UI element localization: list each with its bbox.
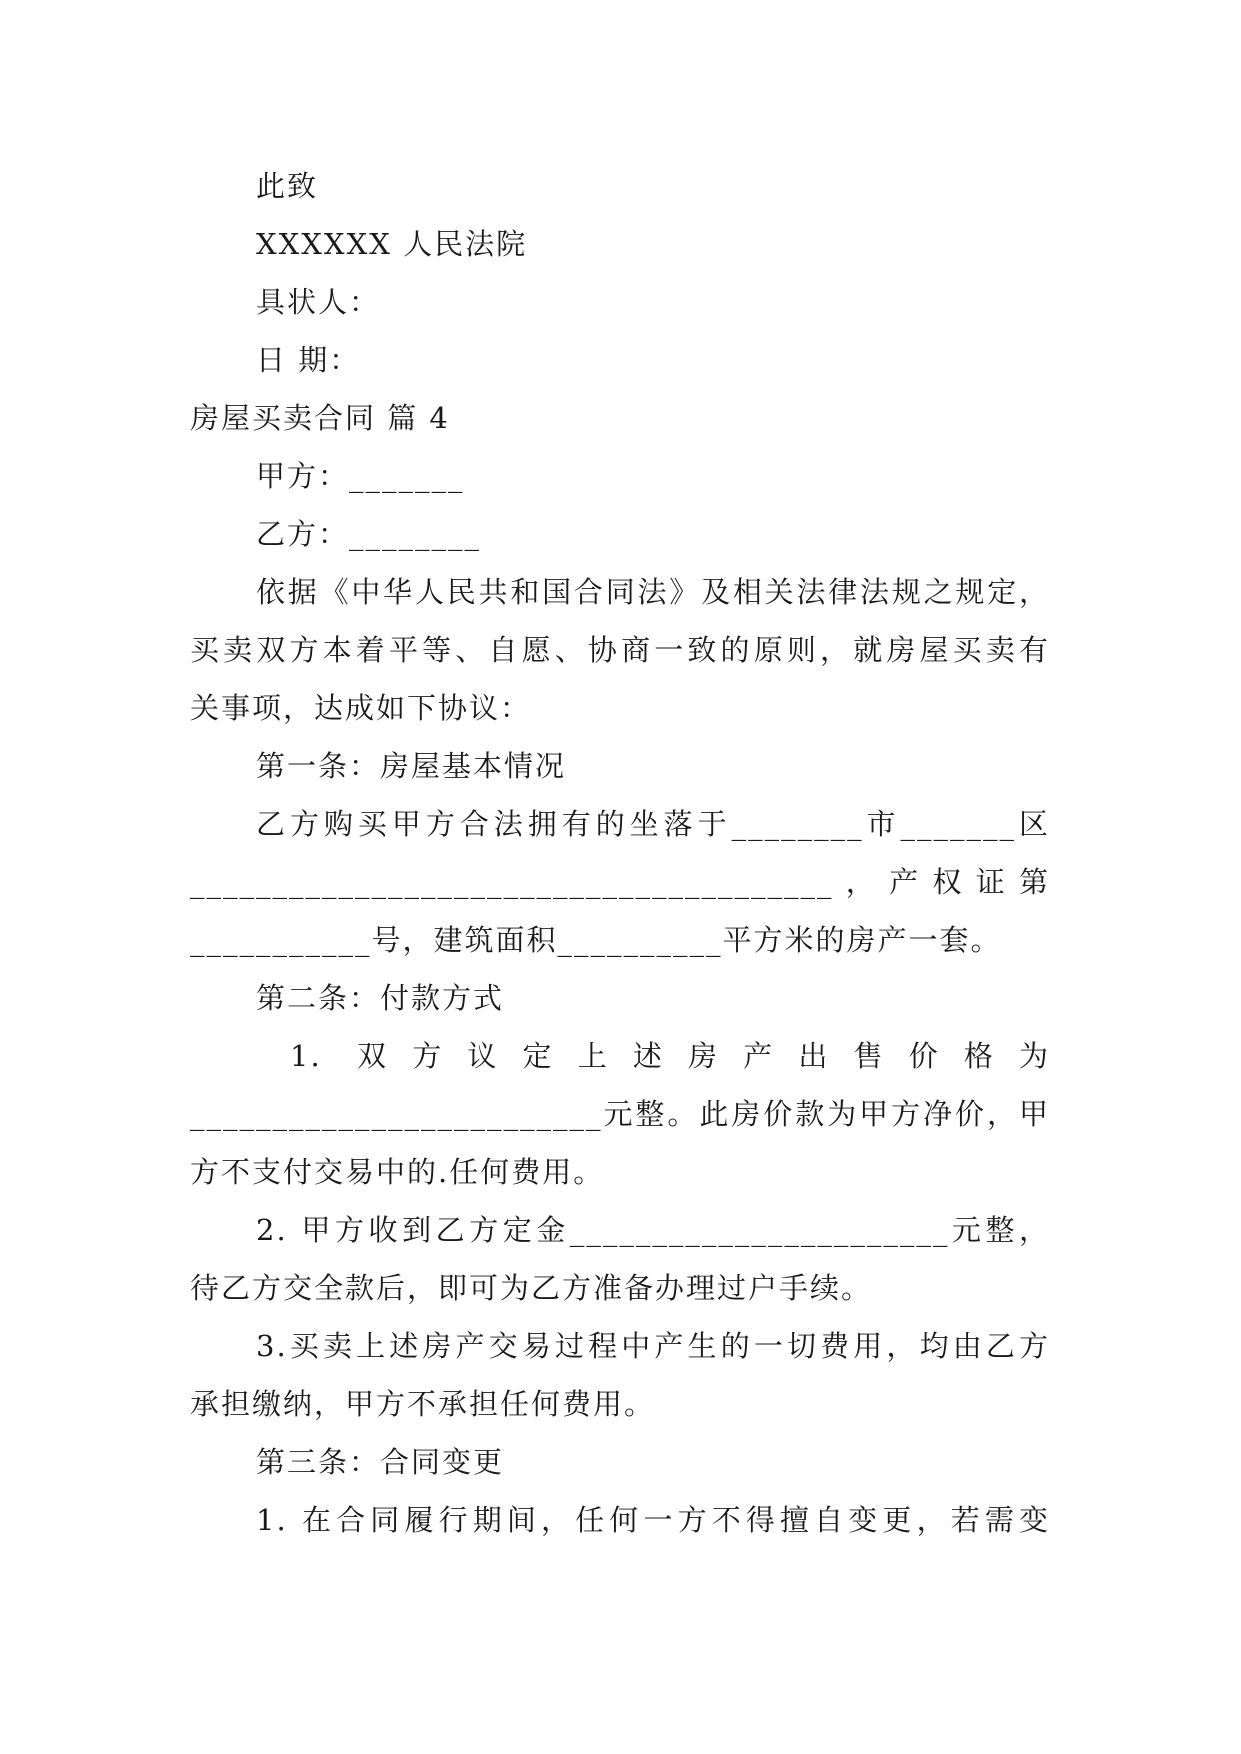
party-a-line: 甲方：_______	[256, 459, 465, 493]
section-title: 房屋买卖合同 篇 4	[190, 401, 450, 435]
article-heading: 第二条：付款方式	[256, 981, 505, 1015]
paragraph-line: 依据《中华人民共和国合同法》及相关法律法规之规定，	[256, 575, 1050, 609]
paragraph-line: 买卖双方本着平等、自愿、协商一致的原则，就房屋买卖有	[190, 633, 1050, 667]
paragraph-line: 乙方购买甲方合法拥有的坐落于________市_______区	[256, 807, 1050, 841]
article-heading: 第一条：房屋基本情况	[256, 749, 567, 783]
paragraph-line: 待乙方交全款后，即可为乙方准备办理过户手续。	[190, 1271, 873, 1305]
party-b-line: 乙方：________	[256, 517, 482, 551]
paragraph-line: 承担缴纳，甲方不承担任何费用。	[190, 1387, 656, 1421]
clause-line: 1. 双方议定上述房产出售价格为	[290, 1039, 1050, 1073]
date-label: 日 期：	[256, 343, 361, 377]
paragraph-line: _______________________________________，产权证第	[190, 865, 1050, 899]
paragraph-line: 方不支付交易中的.任何费用。	[190, 1155, 605, 1189]
paragraph-line: 关事项，达成如下协议：	[190, 691, 532, 725]
article-heading: 第三条：合同变更	[256, 1445, 505, 1479]
clause-line: 2. 甲方收到乙方定金_______________________元整，	[256, 1213, 1050, 1247]
closing-salutation: 此致	[256, 169, 319, 203]
clause-line: 3.买卖上述房产交易过程中产生的一切费用，均由乙方	[256, 1329, 1050, 1363]
clause-line: 1. 在合同履行期间，任何一方不得擅自变更，若需变	[256, 1503, 1050, 1537]
plaintiff-label: 具状人：	[256, 285, 381, 319]
paragraph-line: _________________________元整。此房价款为甲方净价，甲	[190, 1097, 1050, 1131]
recipient-court: XXXXXX 人民法院	[256, 227, 528, 261]
paragraph-line: ___________号，建筑面积__________平方米的房产一套。	[190, 923, 1002, 957]
